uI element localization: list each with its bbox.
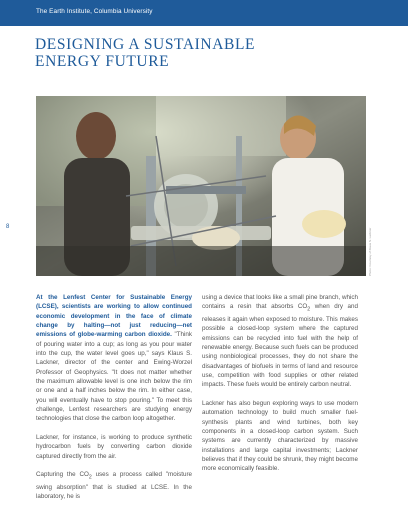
header-text: The Earth Institute, Columbia University bbox=[36, 8, 153, 15]
subscript: 2 bbox=[88, 474, 92, 481]
page-title bbox=[35, 36, 335, 70]
paragraph-text: when dry and releases it again when exposed to moisture. This makes possible a closed-loop system where the captured emissions can be recycled into fuel with the help of renewable energy. Because such fuels can be produced using nonbiological processes, they do not share the disadvantages of biofuels in terms of land and resource use, competition with food supplies or other related impacts. These fuels would be entirely carbon neutral. bbox=[202, 303, 358, 389]
paragraph bbox=[36, 470, 192, 501]
title-line-2: ENERGY FUTURE bbox=[35, 53, 170, 70]
body-column-left bbox=[36, 293, 192, 511]
paragraph: Lackner has also begun exploring ways to use modern automation technology to build much smaller fuel-synthesis plants and wind turbines, both key components in a closed-loop carbon system. Such systems are currently characterized by massive installations and large capital investments; Lackner believes that if they could be shrunk, they might become more economically feasible. bbox=[202, 399, 358, 473]
body-column-right bbox=[202, 293, 358, 483]
header-bar bbox=[0, 0, 408, 26]
paragraph bbox=[36, 293, 192, 424]
paragraph-text: uses a process called "moisture swing absorption" that is studied at LCSE. In the laboratory, he is bbox=[36, 471, 192, 501]
paragraph-text: "Think of pouring water into a cup; as long as you pour water into the cup, the water level goes up," says Klaus S. Lackner, director of the center and Ewing-Worzel Professor of Geophysics. "It does not matter whether the maximum allowable level is one inch below the rim or one and a half inches below the rim. In either case, you will eventually have to stop pouring." To meet this challenge, Lenfest researchers are studying energy technologies that close the carbon loop altogether. bbox=[36, 331, 193, 423]
photo-credit-text: Photo: Courtesy of Klaus S. Lackner bbox=[368, 227, 372, 276]
paragraph-text: Capturing the CO bbox=[36, 471, 89, 479]
paragraph-text: using a device that looks like a small pine branch, which contains a resin that absorbs CO bbox=[202, 294, 358, 311]
photo-credit bbox=[368, 220, 374, 276]
title-line-1: DESIGNING A SUSTAINABLE bbox=[35, 36, 256, 53]
lead-text: At the Lenfest Center for Sustainable Energy (LCSE), scientists are working to allow continued economic development in the face of climate change by halting—not just reducing—net emissions of globe-warming carbon dioxide. bbox=[36, 294, 192, 339]
subscript: 2 bbox=[307, 306, 311, 313]
lab-photo bbox=[36, 96, 366, 276]
page-number: 8 bbox=[6, 224, 10, 230]
paragraph bbox=[202, 293, 358, 390]
paragraph: Lackner, for instance, is working to produce synthetic hydrocarbon fuels by converting carbon dioxide captured directly from the air. bbox=[36, 434, 192, 460]
